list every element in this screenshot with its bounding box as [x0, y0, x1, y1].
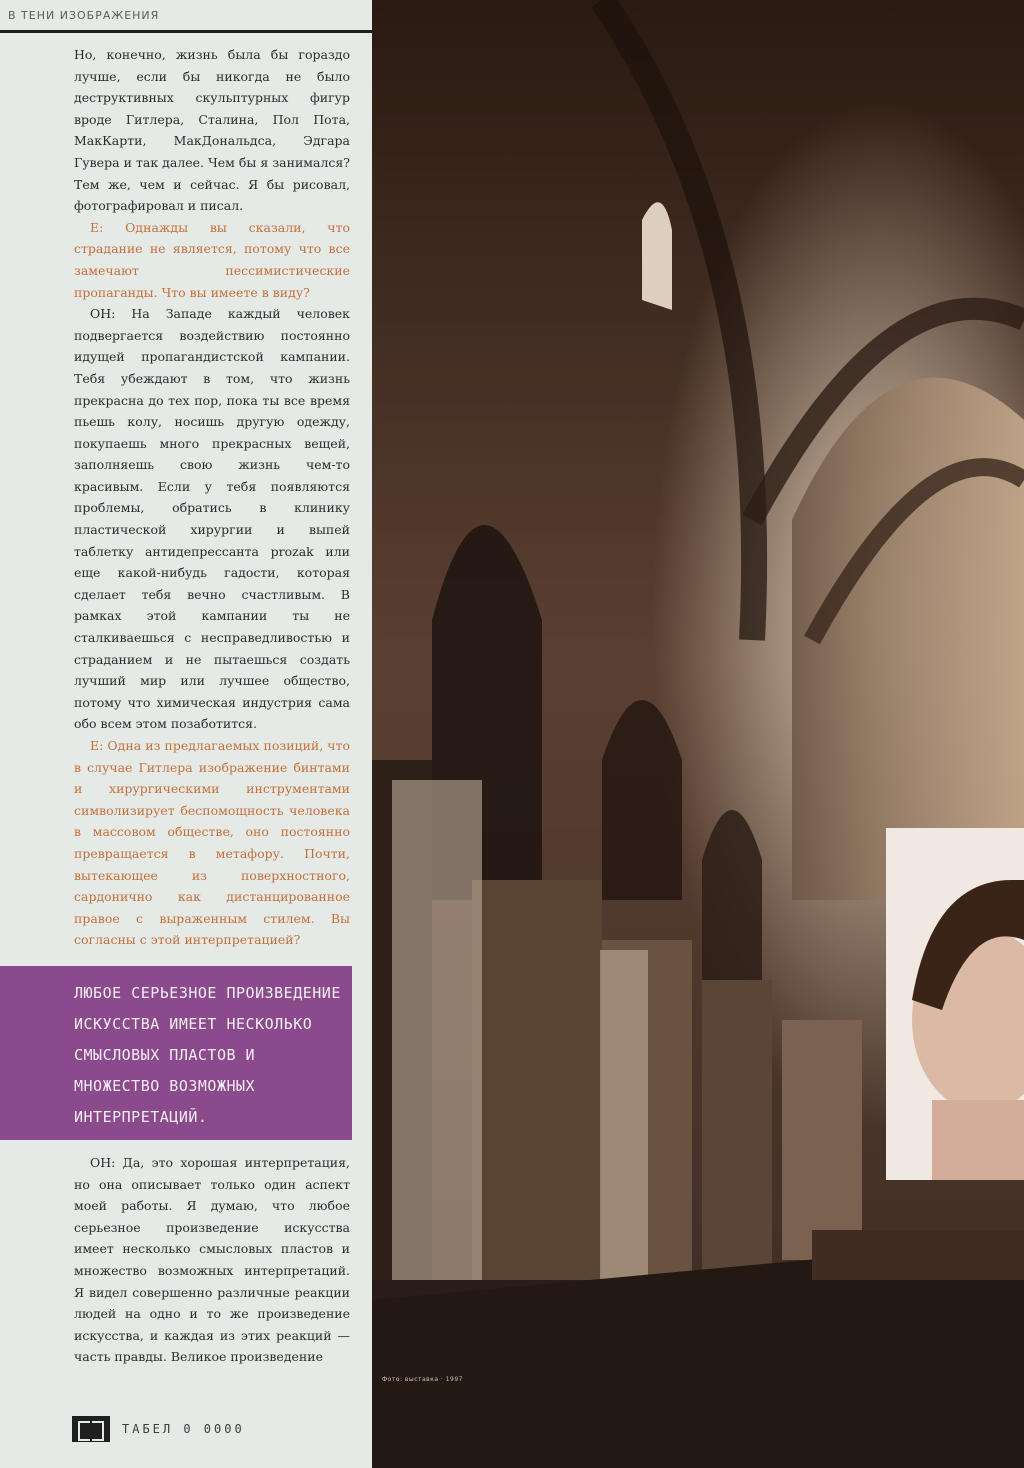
paragraph: ОН: Да, это хорошая интерпретация, но она описывает только один аспект моей работы. Я думаю, что любое серьезное произведение искусства имеет несколько смысловых пластов и множество возможных интерпретаций. Я видел совершенно различные реакции людей на одно и то же произведение искусства, и каждая из этих реакций — часть правды. Великое произведение — [74, 1155, 350, 1365]
running-head-text: В ТЕНИ ИЗОБРАЖЕНИЯ — [8, 9, 160, 22]
running-head — [0, 0, 372, 30]
interview-question: Е: Одна из предлагаемых позиций, что в случае Гитлера изображение бинтами и хирургическими инструментами символизирует беспомощность человека в массовом обществе, оно постоянно превращается в метафору. Почти, вытекающее из поверхностного, сардонично как дистанцированное правое с выраженным стилем. Вы согласны с этой интерпретацией? — [74, 738, 350, 948]
pull-quote — [0, 966, 352, 1140]
header-rule — [0, 30, 372, 33]
magazine-logo-icon — [72, 1416, 110, 1442]
text-column — [0, 0, 372, 1468]
issue-number: ТАБЕЛ 0 0000 — [122, 1422, 245, 1436]
photo-caption: Фото: выставка · 1997 — [382, 1376, 464, 1383]
paragraph: Но, конечно, жизнь была бы гораздо лучше, если бы никогда не было деструктивных скульптурных фигур вроде Гитлера, Сталина, Пол Пота, МакКарти, МакДональдса, Эдгара Гувера и так далее. Чем бы я занимался? Тем же, чем и сейчас. Я бы рисовал, фотографировал и писал. — [74, 47, 350, 214]
pull-quote-text: ЛЮБОЕ СЕРЬЕЗНОЕ ПРОИЗВЕДЕНИЕ ИСКУССТВА ИМЕЕТ НЕСКОЛЬКО СМЫСЛОВЫХ ПЛАСТОВ И МНОЖЕСТВО ВОЗМОЖНЫХ ИНТЕРПРЕТАЦИЙ. — [74, 984, 341, 1126]
paragraph: ОН: На Западе каждый человек подвергается воздействию постоянно идущей пропагандистской кампании. Тебя убеждают в том, что жизнь прекрасна до тех пор, пока ты все время пьешь колу, носишь другую одежду, покупаешь много прекрасных вещей, заполняешь свою жизнь чем-то красивым. Если у тебя появляются проблемы, обратись в клинику пластической хирургии и выпей таблетку антидепрессанта prozak или еще какой-нибудь гадости, которая сделает тебя вечно счастливым. В рамках этой кампании ты не сталкиваешься с несправедливостью и страданием и не пытаешься создать лучший мир или лучшее общество, потому что химическая индустрия сама обо всем этом позаботится. — [74, 306, 350, 732]
article-body-bottom — [74, 1152, 350, 1368]
article-body-top — [74, 44, 350, 951]
interview-question: Е: Однажды вы сказали, что страдание не является, потому что все замечают пессимистические пропаганды. Что вы имеете в виду? — [74, 219, 350, 300]
church-nave-photo — [372, 0, 1024, 1468]
photo-illustration — [372, 0, 1024, 1468]
